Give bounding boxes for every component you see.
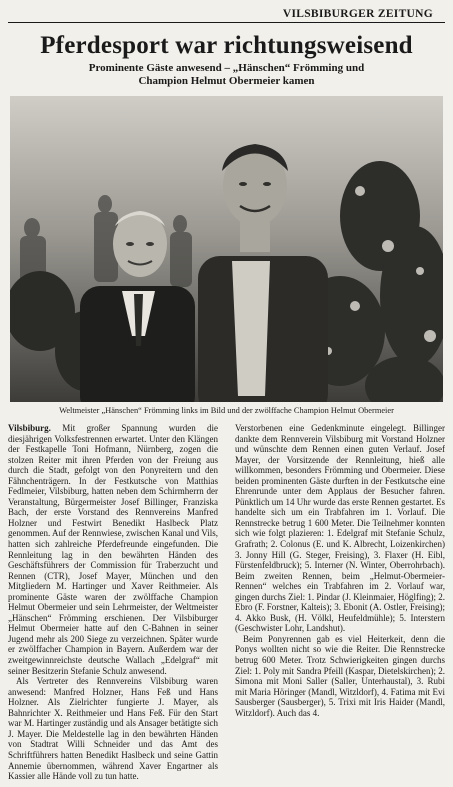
paragraph: Beim Ponyrennen gab es viel Heiterkeit, denn die Ponys wollten nicht so wie die Reiter. Die Rennstrecke betrug 600 Meter. Trotz Schwierigkeiten gingen durchs Ziel: 1. Poly mit Sandra Pfeill (Kaspar, Dietelskirchen); 2. Simona mit Moni Saller (Saller, Unterhaustal), 3. Rubi mit Maria Höringer (Mandl, Witzldorf), 4. Fatima mit Evi Sausberger (Sausberger), 5. Trixi mit Iris Haider (Mandl, Witzldorf). Auch das 4. [235,633,445,718]
article-body [8,423,445,782]
photo-caption: Weltmeister „Hänschen“ Frömming links im Bild und der zwölffache Champion Helmut Obermeier [59,406,394,415]
text-column-left [8,423,218,782]
text-column-right [235,423,445,782]
paragraph [8,423,218,676]
article-subhead [8,62,445,88]
newspaper-name: VILSBIBURGER ZEITUNG [282,8,433,20]
dateline: Vilsbiburg. [8,423,51,433]
paragraph: Verstorbenen eine Gedenkminute eingelegt. Billinger dankte dem Rennverein Vilsbiburg mit Vorstand Holzner und wünschte dem Rennen einen guten Verlauf. Josef Mayer, der Vorsitzende der Rennleitung, hieß alle willkommen, besonders Frömming und Obermeier. Diese beiden prominenten Gäste durften in der Festkutsche eine Ehrenrunde unter dem Applaus der Besucher fahren. Pünktlich um 14 Uhr wurde das erste Rennen gestartet. Es handelte sich um ein Trabfahren im 1. Vorlauf. Die Rennstrecke betrug 1 600 Meter. Die Teilnehmer konnten sich wie folgt plazieren: 1. Edelgraf mit Stefanie Schulz, Grafrath; 2. Colonus (E. und K. Albrecht, Loizenkirchen) 3. Jonny Hill (G. Steger, Freising), 3. Flaxer (H. Eibl, Fürstenfeldbruck); 5. Interner (N. Winter, Oberrohrbach). Beim zweiten Rennen, beim „Helmut-Obermeier-Rennen“ welches ein Trabfahren im 2. Vorlauf war, gingen durchs Ziel: 1. Pindar (J. Kleinmaier, Höglfing); 2. Ebro (F. Forstner, Kalteis); 3. Ebonit (A. Ostler, Freising); 4. Akko Busk, (H. Völkl, Heufeldmühle); 5. Interstern (Geschwister Lohr, Landshut). [235,423,445,634]
article-photo [10,96,443,402]
masthead [8,6,445,20]
photo-illustration [10,96,443,402]
paragraph: Als Vertreter des Rennvereins Vilsbiburg waren anwesend: Manfred Holzner, Hans Feß und Hans Holzner. Als Zielrichter fungierte J. Mayer, als Bahnrichter X. Reithmeier und Hans Feß. Für den Start war M. Hartinger zuständig und als Ansager betätigte sich J. Mayer. Die Meldestelle lag in den bewährten Händen von Stadtrat Willi Schneider und das Amt des Schriftführers hatten Benedikt Haslbeck und seine Gattin Annemie übernommen, während Xaver Engartner als Kassier alle Hände voll zu tun hatte. [8,676,218,782]
subhead-line-2: Champion Helmut Obermeier kamen [138,75,315,87]
paragraph-text: Mit großer Spannung wurden die diesjährigen Volksfestrennen erwartet. Unter den Klängen der Festkapelle Toni Hofmann, Nürnberg, zogen die stolzen Reiter mit ihren Pferden von der Freiung aus durch die Stadt, gefolgt von den Ponyreitern und den Fähnchenträgern. In der Festkutsche von Matthias Fedlmeier, Vilsbiburg, hatten neben dem Schirmherrn der Veranstaltung, Bürgermeister Josef Billinger, Franziska Bach, der erste Vorstand des Rennvereins Manfred Holzner und Festwirt Benedikt Haslbeck Platz genommen. Auf der Rennwiese, zwischen Kanal und Vils, hatten sich zahlreiche Pferdefreunde eingefunden. Die Rennleitung lag in den bewährten Händen des Geschäftsführers der Commission für Traberzucht und Rennen (CTR), Josef Mayer, München und den Mitgliedern M. Hartinger und Xaver Reithmeier. Als prominente Gäste waren der zwölffache Champion Helmut Obermeier und sein Lehrmeister, der Weltmeister „Hänschen“ Frömming erschienen. Der Vilsbiburger Helmut Obermeier hatte auf den C-Bahnen in seiner Jugend mehr als 200 Siege zu verzeichnen. Später wurde er zwölffacher Champion in Bayern. Außerdem war der zweitgewinnreichste deutsche Wallach „Edelgraf“ mit seiner Besitzerin Stefanie Schulz anwesend. [8,423,219,676]
subhead-line-1: Prominente Gäste anwesend – „Hänschen“ Frömming und [88,62,365,74]
article-headline: Pferdesport war richtungsweisend [40,32,413,59]
masthead-rule [8,22,445,23]
